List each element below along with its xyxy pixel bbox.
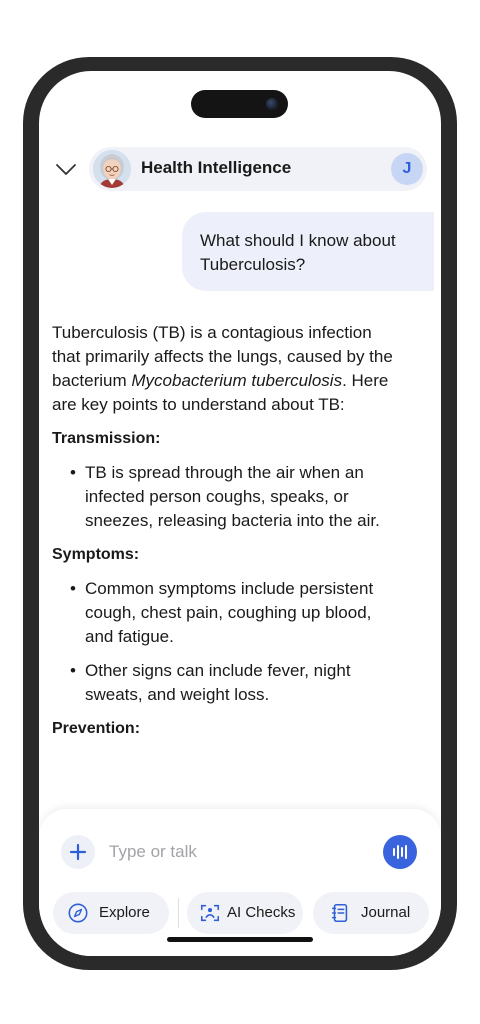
message-input[interactable]: [109, 835, 369, 869]
compass-icon: [67, 902, 89, 924]
journal-label: Journal: [361, 904, 411, 921]
bullet-list: [52, 577, 402, 707]
bullet-list: [52, 461, 402, 533]
assistant-selector[interactable]: [89, 147, 427, 191]
chat-header: [39, 147, 441, 191]
assistant-avatar: [93, 150, 131, 188]
list-item: • Common symptoms include persistent cough, chest pain, coughing up blood, and fatigue.: [70, 577, 402, 649]
section-heading: Prevention:: [52, 720, 141, 737]
explore-button[interactable]: [53, 892, 169, 934]
scan-person-icon: [199, 902, 221, 924]
dynamic-island: [191, 90, 288, 118]
section-heading: Transmission:: [52, 430, 161, 447]
voice-input-button[interactable]: [383, 835, 417, 869]
assistant-response: [52, 321, 402, 751]
chevron-down-icon[interactable]: [54, 157, 78, 181]
waveform-icon: [383, 835, 417, 869]
ai-checks-label: AI Checks: [227, 904, 296, 921]
user-message-bubble: What should I know about Tuberculosis?: [182, 212, 434, 291]
journal-button[interactable]: [313, 892, 429, 934]
app-screen: [39, 71, 441, 956]
home-indicator: [167, 937, 313, 942]
response-intro: Tuberculosis (TB) is a contagious infection that primarily affects the lungs, caused by the bacterium Mycobacterium tuberculosis. Here are key points to understand about TB:: [52, 323, 393, 414]
add-attachment-button[interactable]: [61, 835, 95, 869]
assistant-name: Health Intelligence: [141, 158, 292, 177]
ai-checks-button[interactable]: [187, 892, 303, 934]
user-avatar-badge[interactable]: J: [391, 153, 423, 185]
composer-panel: [39, 809, 441, 956]
section-heading: Symptoms:: [52, 546, 140, 563]
phone-frame: [23, 57, 457, 970]
list-item: • TB is spread through the air when an infected person coughs, speaks, or sneezes, releasing bacteria into the air.: [70, 461, 402, 533]
camera-icon: [266, 98, 278, 110]
divider: [178, 898, 179, 928]
explore-label: Explore: [99, 904, 150, 921]
list-item: • Other signs can include fever, night sweats, and weight loss.: [70, 659, 402, 707]
notebook-icon: [329, 902, 351, 924]
plus-icon: [61, 835, 95, 869]
